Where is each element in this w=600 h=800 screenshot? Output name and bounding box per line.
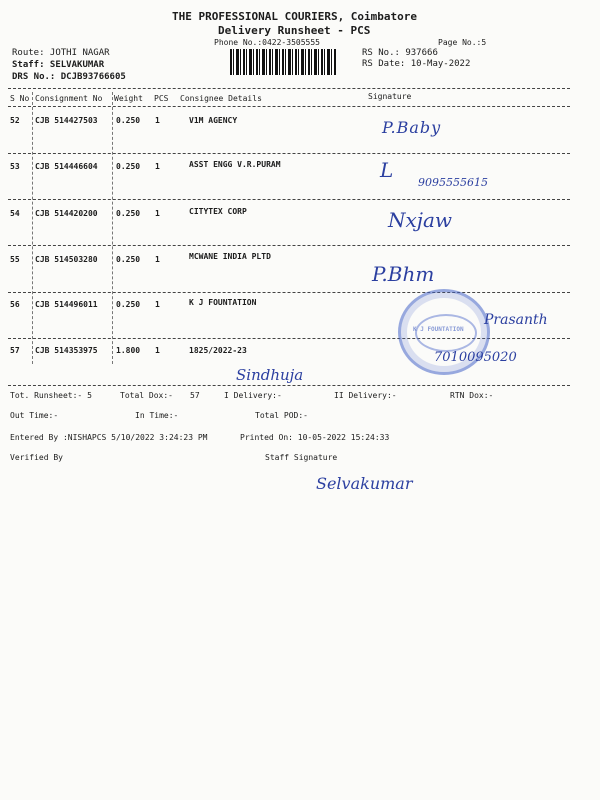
col-details: Consignee Details: [180, 94, 262, 103]
ii-delivery: II Delivery:-: [334, 391, 397, 400]
row-56-consignment: CJB 514496011: [35, 300, 98, 309]
signature-row-57-a: Sindhuja: [236, 366, 304, 384]
row-54-divider: [8, 245, 570, 246]
col-divider: [112, 92, 113, 364]
signature-row-52: P.Baby: [382, 118, 442, 137]
row-56-details: K J FOUNTATION: [189, 298, 257, 307]
col-signature: Signature: [368, 92, 412, 101]
row-52-details: V1M AGENCY: [189, 116, 238, 125]
header-rule-bottom: [8, 106, 570, 107]
total-dox-label: Total Dox:-: [120, 391, 173, 400]
col-sno: S No: [10, 94, 30, 103]
row-53-pcs: 1: [155, 162, 160, 171]
staff-signature-label: Staff Signature: [265, 453, 338, 462]
row-52-divider: [8, 153, 570, 154]
row-53-weight: 0.250: [116, 162, 141, 171]
col-weight: Weight: [114, 94, 143, 103]
rs-date: RS Date: 10-May-2022: [362, 59, 471, 69]
printed-on: Printed On: 10-05-2022 15:24:33: [240, 433, 390, 442]
row-56-pcs: 1: [155, 300, 160, 309]
stamp-text: K J FOUNTATION: [413, 326, 464, 333]
rs-number: RS No.: 937666: [362, 48, 438, 58]
total-pod: Total POD:-: [255, 411, 308, 420]
signature-row-53-note: 9095555615: [418, 176, 488, 189]
staff: Staff: SELVAKUMAR: [12, 60, 105, 70]
row-53-divider: [8, 199, 570, 200]
signature-row-53-mark: L: [380, 158, 394, 182]
row-54-weight: 0.250: [116, 209, 141, 218]
route: Route: JOTHI NAGAR: [12, 48, 110, 58]
row-53-consignment: CJB 514446604: [35, 162, 98, 171]
company-name: THE PROFESSIONAL COURIERS, Coimbatore: [172, 10, 418, 23]
signature-row-56: Prasanth: [484, 312, 548, 328]
row-57-sno: 57: [10, 346, 20, 355]
row-56-sno: 56: [10, 300, 20, 309]
row-55-sno: 55: [10, 255, 20, 264]
row-57-consignment: CJB 514353975: [35, 346, 98, 355]
row-53-details: ASST ENGG V.R.PURAM: [189, 160, 281, 169]
drs-number: DRS No.: DCJB93766605: [12, 72, 126, 82]
row-54-details: CITYTEX CORP: [189, 207, 247, 216]
row-57-divider: [8, 385, 570, 386]
row-57-weight: 1.800: [116, 346, 141, 355]
row-54-pcs: 1: [155, 209, 160, 218]
row-54-sno: 54: [10, 209, 20, 218]
phone-number: Phone No.:0422-3505555: [214, 38, 320, 47]
row-52-consignment: CJB 514427503: [35, 116, 98, 125]
row-55-consignment: CJB 514503280: [35, 255, 98, 264]
page-number: Page No.:5: [438, 38, 487, 47]
signature-row-55: P.Bhm: [372, 262, 435, 286]
row-52-pcs: 1: [155, 116, 160, 125]
barcode: [230, 49, 336, 75]
total-dox-value: 57: [190, 391, 200, 400]
signature-row-57-b: 7010095020: [434, 350, 517, 365]
verified-by: Verified By: [10, 453, 63, 462]
row-52-sno: 52: [10, 116, 20, 125]
col-pcs: PCS: [154, 94, 169, 103]
col-divider: [32, 92, 33, 364]
row-55-details: MCWANE INDIA PLTD: [189, 252, 271, 261]
i-delivery: I Delivery:-: [224, 391, 282, 400]
out-time: Out Time:-: [10, 411, 59, 420]
row-55-weight: 0.250: [116, 255, 141, 264]
row-55-pcs: 1: [155, 255, 160, 264]
row-57-pcs: 1: [155, 346, 160, 355]
row-57-details: 1825/2022-23: [189, 346, 247, 355]
signature-row-54: Nxjaw: [388, 208, 453, 232]
row-55-divider: [8, 292, 570, 293]
header-rule-top: [8, 88, 570, 89]
tot-runsheet: Tot. Runsheet:- 5: [10, 391, 92, 400]
document-title: Delivery Runsheet - PCS: [218, 24, 371, 37]
rtn-dox: RTN Dox:-: [450, 391, 494, 400]
staff-signature: Selvakumar: [316, 474, 413, 493]
row-53-sno: 53: [10, 162, 20, 171]
row-52-weight: 0.250: [116, 116, 141, 125]
entered-by: Entered By :NISHAPCS 5/10/2022 3:24:23 PM: [10, 433, 208, 442]
col-consignment: Consignment No: [35, 94, 103, 103]
in-time: In Time:-: [135, 411, 179, 420]
row-56-weight: 0.250: [116, 300, 141, 309]
row-54-consignment: CJB 514420200: [35, 209, 98, 218]
